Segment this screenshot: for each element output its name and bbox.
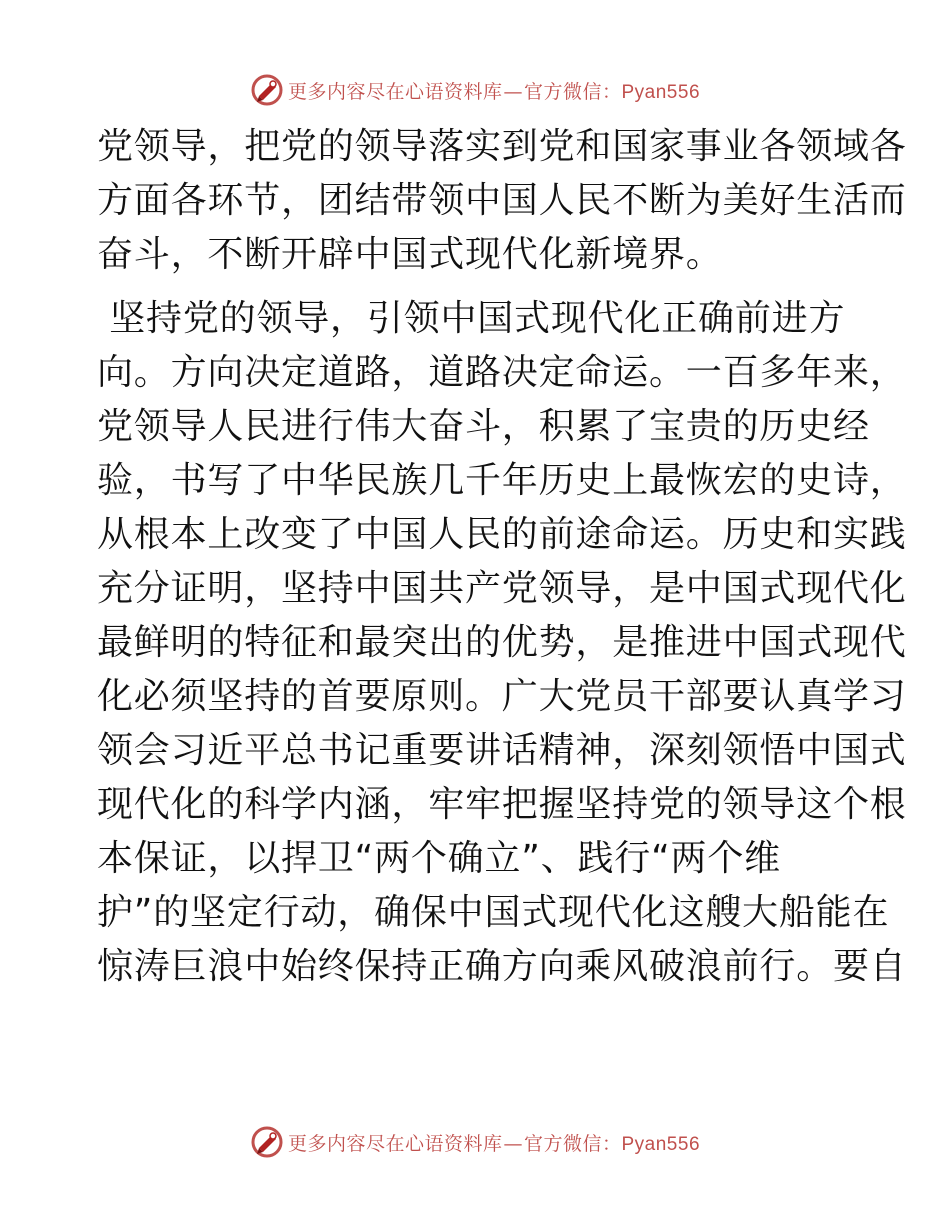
text-line: 坚持党的领导，引领中国式现代化正确前进方 bbox=[97, 298, 846, 339]
text-line: 护”的坚定行动，确保中国式现代化这艘大船能在 bbox=[97, 892, 890, 933]
text-line: 惊涛巨浪中始终保持正确方向乘风破浪前行。要自 bbox=[97, 946, 907, 987]
text-line: 充分证明，坚持中国共产党领导，是中国式现代化 bbox=[97, 568, 907, 609]
text-line: 党领导，把党的领导落实到党和国家事业各领域各 bbox=[97, 126, 907, 167]
text-line: 奋斗，不断开辟中国式现代化新境界。 bbox=[97, 234, 723, 275]
paragraph-2 bbox=[97, 292, 907, 994]
text-line: 最鲜明的特征和最突出的优势，是推进中国式现代 bbox=[97, 622, 907, 663]
text-line: 现代化的科学内涵，牢牢把握坚持党的领导这个根 bbox=[97, 784, 907, 825]
text-line: 本保证，以捍卫“两个确立”、践行“两个维 bbox=[97, 838, 781, 879]
text-line: 从根本上改变了中国人民的前途命运。历史和实践 bbox=[97, 514, 907, 555]
text-line: 化必须坚持的首要原则。广大党员干部要认真学习 bbox=[97, 676, 907, 717]
footer-banner-text: 更多内容尽在心语资料库—官方微信：Pyan556 bbox=[287, 1132, 701, 1155]
pen-logo-icon bbox=[250, 73, 284, 107]
footer-banner bbox=[0, 1122, 950, 1162]
text-line: 领会习近平总书记重要讲话精神，深刻领悟中国式 bbox=[97, 730, 907, 771]
text-line: 党领导人民进行伟大奋斗，积累了宝贵的历史经 bbox=[97, 406, 870, 447]
text-line: 验，书写了中华民族几千年历史上最恢宏的史诗， bbox=[97, 460, 907, 501]
paragraph-1 bbox=[97, 120, 907, 282]
text-line: 方面各环节，团结带领中国人民不断为美好生活而 bbox=[97, 180, 907, 221]
text-line: 向。方向决定道路，道路决定命运。一百多年来， bbox=[97, 352, 907, 393]
footer-contact-id: Pyan556 bbox=[621, 1133, 701, 1155]
header-banner-text: 更多内容尽在心语资料库—官方微信：Pyan556 bbox=[287, 80, 701, 103]
header-banner bbox=[0, 70, 950, 110]
document-body bbox=[97, 120, 907, 994]
pen-logo-icon bbox=[250, 1125, 284, 1159]
header-contact-id: Pyan556 bbox=[621, 81, 701, 103]
